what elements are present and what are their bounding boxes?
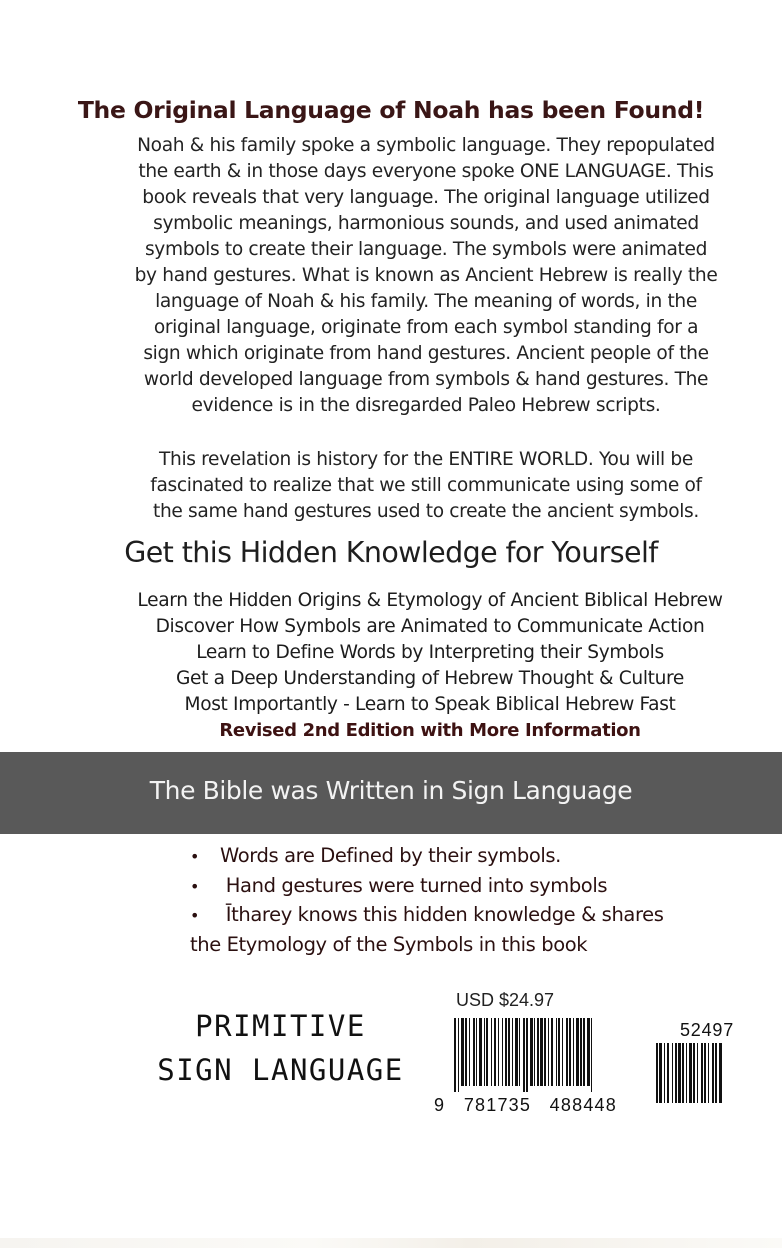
bullet-icon: • <box>190 906 200 925</box>
logo-line-2: SIGN LANGUAGE <box>157 1053 404 1087</box>
revised-edition-note: Revised 2nd Edition with More Information <box>219 720 641 741</box>
barcode-bar <box>476 1018 477 1086</box>
addon-number: 52497 <box>680 1020 735 1040</box>
barcode-bar <box>587 1018 590 1086</box>
barcode-bar <box>505 1018 507 1086</box>
description-paragraph <box>120 133 732 419</box>
barcode-bar <box>534 1018 535 1086</box>
benefit-item: Learn the Hidden Origins & Etymology of Ancient Biblical Hebrew <box>137 590 723 611</box>
barcode-bar <box>523 1018 525 1092</box>
fact-continuation: the Etymology of the Symbols in this book <box>190 932 588 956</box>
revelation-paragraph <box>120 447 732 525</box>
barcode-bar <box>704 1043 706 1103</box>
barcode-bar <box>566 1018 568 1086</box>
revelation-line: fascinated to realize that we still communicate using some of <box>150 475 702 496</box>
barcode-bar <box>556 1018 557 1086</box>
headline: The Original Language of Noah has been Found! <box>77 96 705 124</box>
barcode-bar <box>686 1043 687 1103</box>
logo-line-1: PRIMITIVE <box>195 1009 366 1043</box>
description-line: the earth & in those days everyone spoke ONE LANGUAGE. This <box>138 161 714 182</box>
bullet-icon: • <box>190 847 200 866</box>
barcode-bar <box>473 1018 475 1086</box>
fact-text: Ītharey knows this hidden knowledge & shares <box>220 903 664 926</box>
revelation-line: This revelation is history for the ENTIRE WORLD. You will be <box>159 449 693 470</box>
barcode-bar <box>484 1018 485 1086</box>
description-line: language of Noah & his family. The meaning of words, in the <box>155 291 697 312</box>
logo <box>148 1006 413 1090</box>
barcode-bar <box>719 1043 722 1103</box>
description-line: by hand gestures. What is known as Ancient Hebrew is really the <box>134 265 718 286</box>
barcode-bar <box>498 1018 499 1086</box>
barcode-bar <box>502 1018 503 1086</box>
barcode-bar <box>697 1043 698 1103</box>
barcode-bar <box>701 1043 703 1103</box>
subheading: Get this Hidden Knowledge for Yourself <box>124 536 658 569</box>
barcode-bar <box>544 1018 546 1086</box>
barcode-bar <box>659 1043 662 1103</box>
isbn-number: 9 781735 488448 <box>434 1095 617 1115</box>
price-label: USD $24.97 <box>456 990 555 1010</box>
barcode-bar <box>580 1018 582 1086</box>
barcode-bar <box>526 1018 528 1092</box>
barcode-bar <box>486 1018 488 1086</box>
benefit-item: Discover How Symbols are Animated to Communicate Action <box>155 616 705 637</box>
fact-item <box>190 842 750 872</box>
barcode-bar <box>465 1018 467 1086</box>
isbn-barcode <box>452 1018 642 1094</box>
description-line: evidence is in the disregarded Paleo Hebrew scripts. <box>191 395 661 416</box>
barcode-bar <box>530 1018 533 1086</box>
barcode-bar <box>712 1043 714 1103</box>
barcode-bar <box>672 1043 673 1103</box>
barcode-bar <box>469 1018 470 1086</box>
barcode-bar <box>576 1018 579 1086</box>
barcode-bar <box>491 1018 492 1086</box>
barcode-bar <box>664 1043 665 1103</box>
banner-text: The Bible was Written in Sign Language <box>149 776 633 805</box>
barcode-bar <box>678 1043 681 1103</box>
description-line: symbolic meanings, harmonious sounds, and used animated <box>153 213 699 234</box>
description-line: symbols to create their language. The symbols were animated <box>144 239 708 260</box>
description-line: book reveals that very language. The original language utilized <box>142 187 710 208</box>
barcode-bar <box>479 1018 482 1086</box>
barcode-bar <box>512 1018 513 1086</box>
barcode-bar <box>519 1018 520 1086</box>
barcode-bar <box>583 1018 585 1086</box>
addon-barcode <box>654 1043 754 1107</box>
barcode-bar <box>540 1018 543 1086</box>
bottom-edge <box>0 1238 782 1248</box>
description-line: sign which originate from hand gestures. Ancient people of the <box>143 343 709 364</box>
barcode-bar <box>689 1043 692 1103</box>
barcode-bar <box>708 1043 709 1103</box>
fact-text: Hand gestures were turned into symbols <box>220 873 608 897</box>
fact-item <box>190 872 750 902</box>
benefit-item: Learn to Define Words by Interpreting their Symbols <box>196 642 664 663</box>
barcode-bar <box>562 1018 563 1086</box>
description-line: world developed language from symbols & hand gestures. The <box>143 369 709 390</box>
barcode-bar <box>573 1018 574 1086</box>
benefit-item: Most Importantly - Learn to Speak Biblical Hebrew Fast <box>184 694 676 715</box>
bullet-icon: • <box>190 876 200 896</box>
benefit-item: Get a Deep Understanding of Hebrew Thought & Culture <box>176 668 684 689</box>
barcode-bar <box>667 1043 669 1103</box>
barcode-bar <box>715 1043 717 1103</box>
barcode-bar <box>682 1043 684 1103</box>
barcode-bar <box>693 1043 695 1103</box>
barcode-bar <box>675 1043 677 1103</box>
benefits-list <box>110 588 750 744</box>
description-line: original language, originate from each symbol standing for a <box>153 317 699 338</box>
barcode-bar <box>558 1018 560 1086</box>
revelation-line: the same hand gestures used to create the ancient symbols. <box>153 501 699 522</box>
barcode-bar <box>548 1018 549 1086</box>
barcode-bar <box>656 1043 658 1103</box>
description-line: Noah & his family spoke a symbolic language. They repopulated <box>137 135 715 156</box>
barcode-bar <box>515 1018 518 1086</box>
barcode-bar <box>569 1018 571 1086</box>
barcode-bar <box>461 1018 464 1086</box>
barcode-bar <box>454 1018 456 1092</box>
barcode-bar <box>537 1018 539 1086</box>
barcode-bar <box>494 1018 496 1086</box>
barcode-bar <box>591 1018 592 1092</box>
barcode-bar <box>458 1018 459 1092</box>
barcode-bar <box>508 1018 510 1086</box>
barcode-bar <box>551 1018 553 1086</box>
facts-list <box>190 842 750 959</box>
fact-item <box>190 901 750 931</box>
fact-text: Words are Defined by their symbols. <box>220 844 561 867</box>
